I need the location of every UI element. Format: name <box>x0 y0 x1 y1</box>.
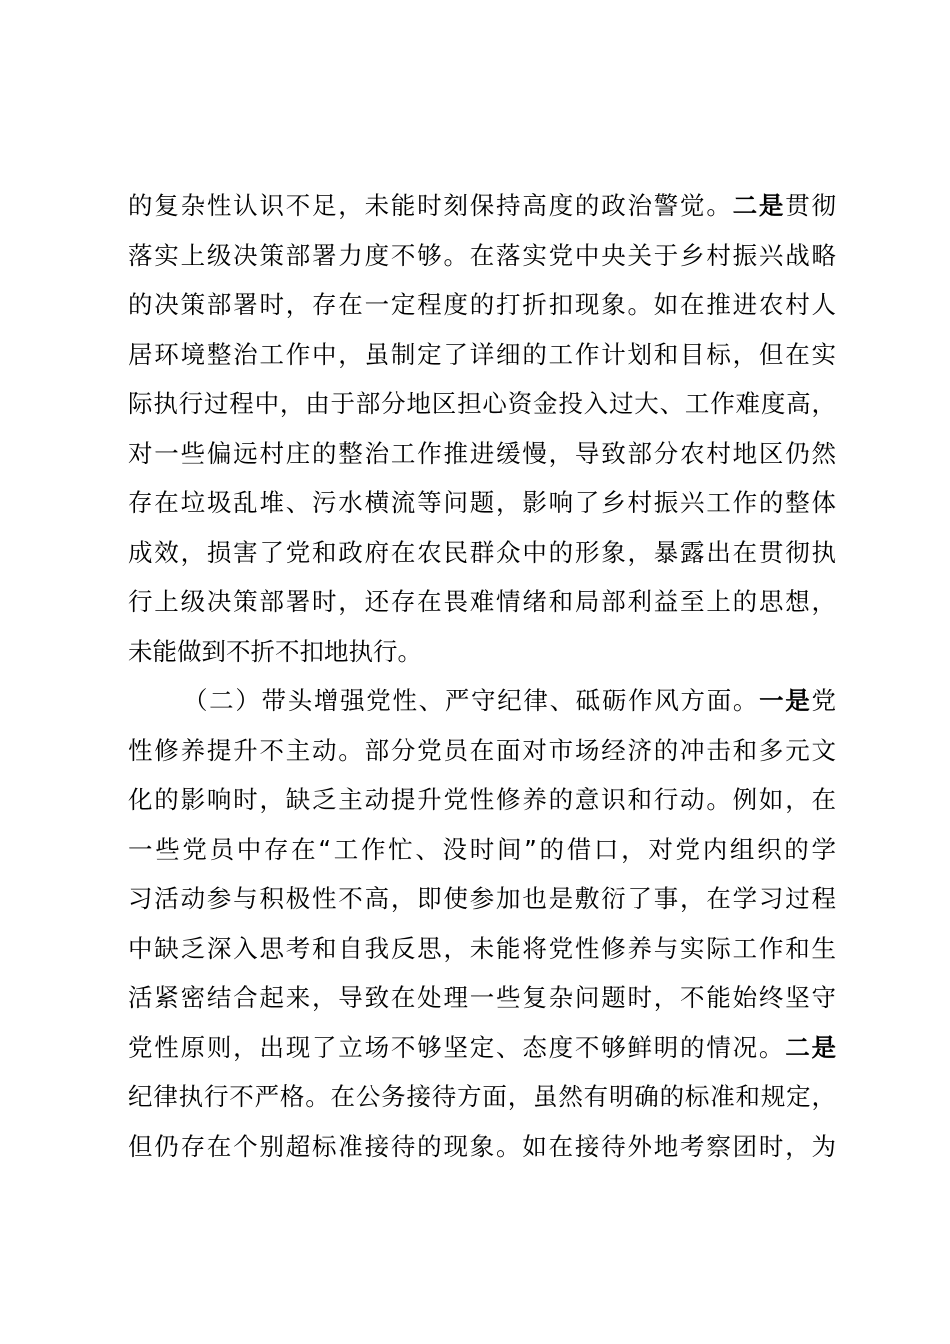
bold-enumerator: 二是 <box>785 1032 837 1062</box>
text-line: 化的影响时，缺乏主动提升党性修养的意识和行动。例如，在 <box>128 785 836 814</box>
text-line: 活紧密结合起来，导致在处理一些复杂问题时，不能始终坚守 <box>128 983 836 1012</box>
text-line: 性修养提升不主动。部分党员在面对市场经济的冲击和多元文 <box>128 735 836 765</box>
text-line: 中缺乏深入思考和自我反思，未能将党性修养与实际工作和生 <box>128 933 836 963</box>
text-line: 习活动参与积极性不高，即使参加也是敷衍了事，在学习过程 <box>128 884 836 913</box>
text-line: 党性原则，出现了立场不够坚定、态度不够鲜明的情况。二是 <box>128 1032 837 1062</box>
text-line: 的复杂性认识不足，未能时刻保持高度的政治警觉。二是贯彻 <box>128 191 837 220</box>
text-line: 居环境整治工作中，虽制定了详细的工作计划和目标，但在实 <box>128 339 836 369</box>
text-line: 对一些偏远村庄的整治工作推进缓慢，导致部分农村地区仍然 <box>128 438 836 468</box>
bold-enumerator: 一是 <box>759 686 812 715</box>
text-line: 未能做到不折不扣地执行。 <box>128 636 422 666</box>
text-line: 落实上级决策部署力度不够。在落实党中央关于乡村振兴战略 <box>128 240 836 270</box>
text-line: 存在垃圾乱堆、污水横流等问题，影响了乡村振兴工作的整体 <box>128 488 836 517</box>
text-line: 行上级决策部署时，还存在畏难情绪和局部利益至上的思想， <box>128 587 836 616</box>
text-line: 的决策部署时，存在一定程度的打折扣现象。如在推进农村人 <box>128 290 836 319</box>
text-line: 际执行过程中，由于部分地区担心资金投入过大、工作难度高， <box>128 389 836 418</box>
text-line: 一些党员中存在“工作忙、没时间”的借口，对党内组织的学 <box>128 834 836 864</box>
text-line: 但仍存在个别超标准接待的现象。如在接待外地考察团时，为 <box>128 1131 836 1161</box>
bold-enumerator: 二是 <box>732 191 786 220</box>
text-line: 纪律执行不严格。在公务接待方面，虽然有明确的标准和规定， <box>128 1082 836 1111</box>
section-heading-line: （二）带头增强党性、严守纪律、砥砺作风方面。一是党 <box>183 686 836 715</box>
body-text <box>128 181 836 1171</box>
text-line: 成效，损害了党和政府在农民群众中的形象，暴露出在贯彻执 <box>128 537 836 567</box>
